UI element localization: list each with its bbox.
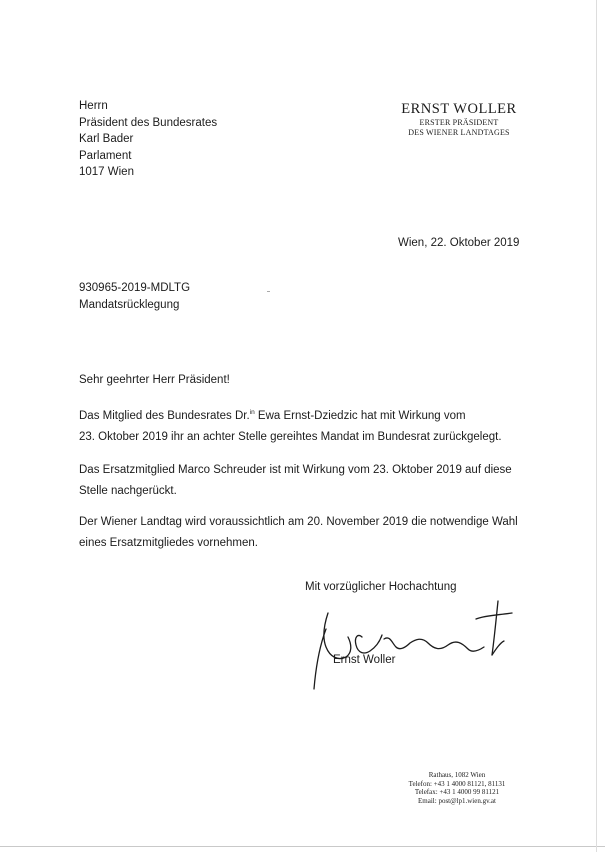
signatory-name: Ernst Woller [333, 654, 396, 666]
title-superscript: in [249, 409, 255, 416]
sender-title-2: DES WIENER LANDTAGES [408, 127, 510, 137]
footer-line: Telefax: +43 1 4000 99 81121 [414, 788, 500, 796]
recipient-line: 1017 Wien [79, 166, 134, 178]
paragraph-1-line-2: 23. Oktober 2019 ihr an achter Stelle gereihtes Mandat im Bundesrat zurückgelegt. [79, 431, 502, 443]
handwritten-signature [300, 585, 530, 705]
scan-speck [267, 291, 270, 292]
sender-letterhead [388, 100, 530, 137]
closing-phrase: Mit vorzüglicher Hochachtung [305, 581, 457, 593]
scan-edge-bottom [0, 846, 605, 847]
reference-block [79, 280, 190, 314]
paragraph-1 [79, 406, 502, 448]
letter-date: Wien, 22. Oktober 2019 [398, 237, 520, 249]
sender-title-1: ERSTER PRÄSIDENT [419, 118, 499, 127]
footer-line: Telefon: +43 1 4000 81121, 81131 [408, 779, 506, 788]
sender-name: ERNST WOLLER [401, 101, 517, 117]
greeting: Sehr geehrter Herr Präsident! [79, 374, 230, 386]
paragraph-2-line-2: Stelle nachgerückt. [79, 485, 177, 497]
scan-edge-right [596, 0, 597, 852]
recipient-line: Herrn [79, 100, 108, 112]
reference-number: 930965-2019-MDLTG [79, 282, 191, 294]
text-span: Ewa Ernst-Dziedzic hat mit Wirkung vom [254, 410, 466, 422]
footer-contact [395, 771, 519, 805]
paragraph-3-line-2: eines Ersatzmitgliedes vornehmen. [79, 537, 258, 549]
recipient-line: Präsident des Bundesrates [79, 116, 218, 129]
recipient-line: Parlament [79, 149, 132, 162]
paragraph-3 [79, 512, 518, 554]
paragraph-2-line-1: Das Ersatzmitglied Marco Schreuder ist mit Wirkung vom 23. Oktober 2019 auf diese [79, 464, 512, 476]
paragraph-3-line-1: Der Wiener Landtag wird voraussichtlich am 20. November 2019 die notwendige Wahl [79, 516, 518, 528]
footer-line: Rathaus, 1082 Wien [428, 771, 486, 779]
paragraph-2 [79, 460, 512, 502]
recipient-line: Karl Bader [79, 133, 134, 145]
recipient-address [79, 98, 217, 181]
paragraph-1-line-1 [79, 406, 502, 427]
text-span: Das Mitglied des Bundesrates Dr. [79, 410, 250, 422]
footer-line: Email: post@lp1.wien.gv.at [418, 796, 496, 805]
reference-subject: Mandatsrücklegung [79, 299, 180, 311]
